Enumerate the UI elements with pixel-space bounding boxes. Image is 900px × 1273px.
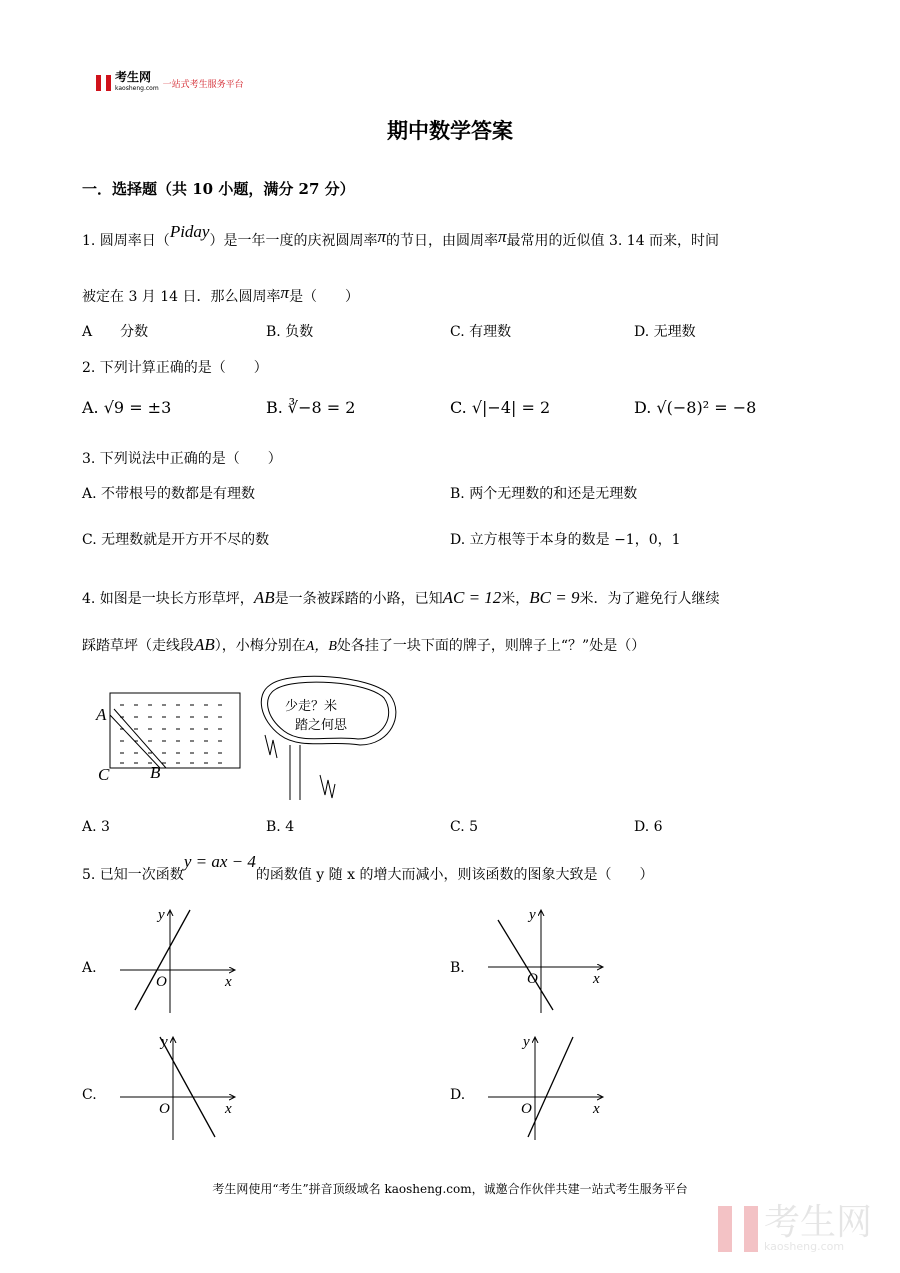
sign-text-1: 少走？米 <box>285 699 338 714</box>
q2-option-c: C. √|−4| = 2 <box>450 398 551 417</box>
text: 米， <box>501 591 530 607</box>
q4-option-a: A. 3 <box>82 819 110 835</box>
logo-name: 考生网 <box>115 70 152 84</box>
q5-graph-d <box>483 1032 608 1142</box>
formula: y = ax − 4 <box>183 852 256 871</box>
sign-text-2: 踏之何思 <box>295 718 348 733</box>
origin-label: O <box>159 1101 170 1117</box>
q3-option-b: B. 两个无理数的和还是无理数 <box>450 486 638 502</box>
q3-option-c: C. 无理数就是开方开不尽的数 <box>82 532 270 548</box>
lawn-figure <box>90 665 410 805</box>
math-ab: AB <box>253 588 275 607</box>
x-label: x <box>593 1101 600 1117</box>
watermark-logo-icon <box>718 1206 758 1252</box>
q5-graph-a <box>115 905 240 1015</box>
pi-symbol: π <box>280 283 290 302</box>
function-line <box>135 910 190 1010</box>
footer-text: 考生网使用“考生”拼音顶级域名 kaosheng.com，诚邀合作伙伴共建一站式考生服务平台 <box>212 1182 688 1196</box>
q5-graph-c <box>115 1032 240 1142</box>
logo-mark-icon <box>96 75 111 91</box>
x-label: x <box>225 974 232 990</box>
text: ），小梅分别在 <box>214 638 306 654</box>
math-bc: BC = 9 <box>529 588 580 607</box>
question-3-stem: 3. 下列说法中正确的是（ ） <box>82 451 282 467</box>
q3-option-d: D. 立方根等于本身的数是 −1，0，1 <box>450 532 681 548</box>
y-label: y <box>161 1034 168 1050</box>
q4-option-c: C. 5 <box>450 819 479 835</box>
watermark-name: 考生网 <box>764 1202 873 1243</box>
q2-option-d: D. √(−8)² = −8 <box>634 398 757 417</box>
watermark-domain: kaosheng.com <box>764 1240 845 1253</box>
question-4-line-1 <box>82 588 720 608</box>
q4-option-d: D. 6 <box>634 819 663 835</box>
text: ）是一年一度的庆祝圆周率 <box>209 233 378 249</box>
origin-label: O <box>156 974 167 990</box>
q1-option-a: A 分数 <box>82 324 149 340</box>
q2-option-b: B. ∛−8 = 2 <box>266 398 356 417</box>
origin-label: O <box>527 971 538 987</box>
q1-option-d: D. 无理数 <box>634 324 696 340</box>
text: 是一条被踩踏的小路，已知 <box>274 591 443 607</box>
text: 5. 已知一次函数 <box>82 867 184 883</box>
x-label: x <box>225 1101 232 1117</box>
y-label: y <box>523 1034 530 1050</box>
q5-option-c: C. <box>82 1087 97 1103</box>
origin-label: O <box>521 1101 532 1117</box>
label-a: A <box>96 705 107 724</box>
math-ab: AB <box>194 635 215 654</box>
q1-option-b: B. 负数 <box>266 324 314 340</box>
q5-option-a: A. <box>82 960 97 976</box>
text: 的节日，由圆周率 <box>386 233 498 249</box>
label-c: C <box>98 765 110 784</box>
q5-option-d: D. <box>450 1087 466 1103</box>
question-4-line-2 <box>82 635 645 655</box>
math-ac: AC = 12 <box>442 588 502 607</box>
piday-term: Piday <box>169 222 210 241</box>
math-ab-points: A，B <box>305 639 337 654</box>
function-line <box>160 1037 215 1137</box>
text: 米．为了避免行人继续 <box>579 591 720 607</box>
question-2-stem: 2. 下列计算正确的是（ ） <box>82 360 268 376</box>
q1-option-c: C. 有理数 <box>450 324 512 340</box>
q4-option-b: B. 4 <box>266 819 295 835</box>
lawn-rectangle <box>110 693 240 768</box>
q5-option-b: B. <box>450 960 465 976</box>
logo-domain: kaosheng.com <box>115 85 159 92</box>
x-label: x <box>593 971 600 987</box>
text: 被定在 3 月 14 日．那么圆周率 <box>82 289 281 305</box>
text: 的函数值 y 随 x 的增大而减小，则该函数的图象大致是（ ） <box>255 867 654 883</box>
question-1-line-2 <box>82 283 360 306</box>
text: 踩踏草坪（走线段 <box>82 638 194 654</box>
logo[interactable] <box>96 72 244 94</box>
path-ab <box>110 709 166 768</box>
pi-symbol: π <box>498 227 507 246</box>
text: 是（ ） <box>289 289 360 305</box>
text: 1. 圆周率日（ <box>82 233 170 249</box>
text: 最常用的近似值 3. 14 而来，时间 <box>506 233 720 249</box>
q3-option-a: A. 不带根号的数都是有理数 <box>82 486 256 502</box>
page-title: 期中数学答案 <box>387 118 513 143</box>
watermark <box>718 1202 873 1253</box>
section-heading: 一．选择题（共 10 小题，满分 27 分） <box>82 180 355 198</box>
q2-option-a: A. √9 = ±3 <box>82 398 172 417</box>
label-b: B <box>150 763 161 782</box>
logo-slogan: 一站式考生服务平台 <box>162 79 244 90</box>
function-line <box>498 920 553 1010</box>
text: 4. 如图是一块长方形草坪， <box>82 591 254 607</box>
question-1-line-1 <box>82 222 720 250</box>
y-label: y <box>529 907 536 923</box>
text: 处各挂了一块下面的牌子，则牌子上“？”处是（） <box>336 638 646 654</box>
sign-illustration <box>261 676 396 800</box>
pi-symbol: π <box>377 227 386 246</box>
y-label: y <box>158 907 165 923</box>
question-5-stem <box>82 852 654 884</box>
q5-graph-b <box>483 905 608 1015</box>
